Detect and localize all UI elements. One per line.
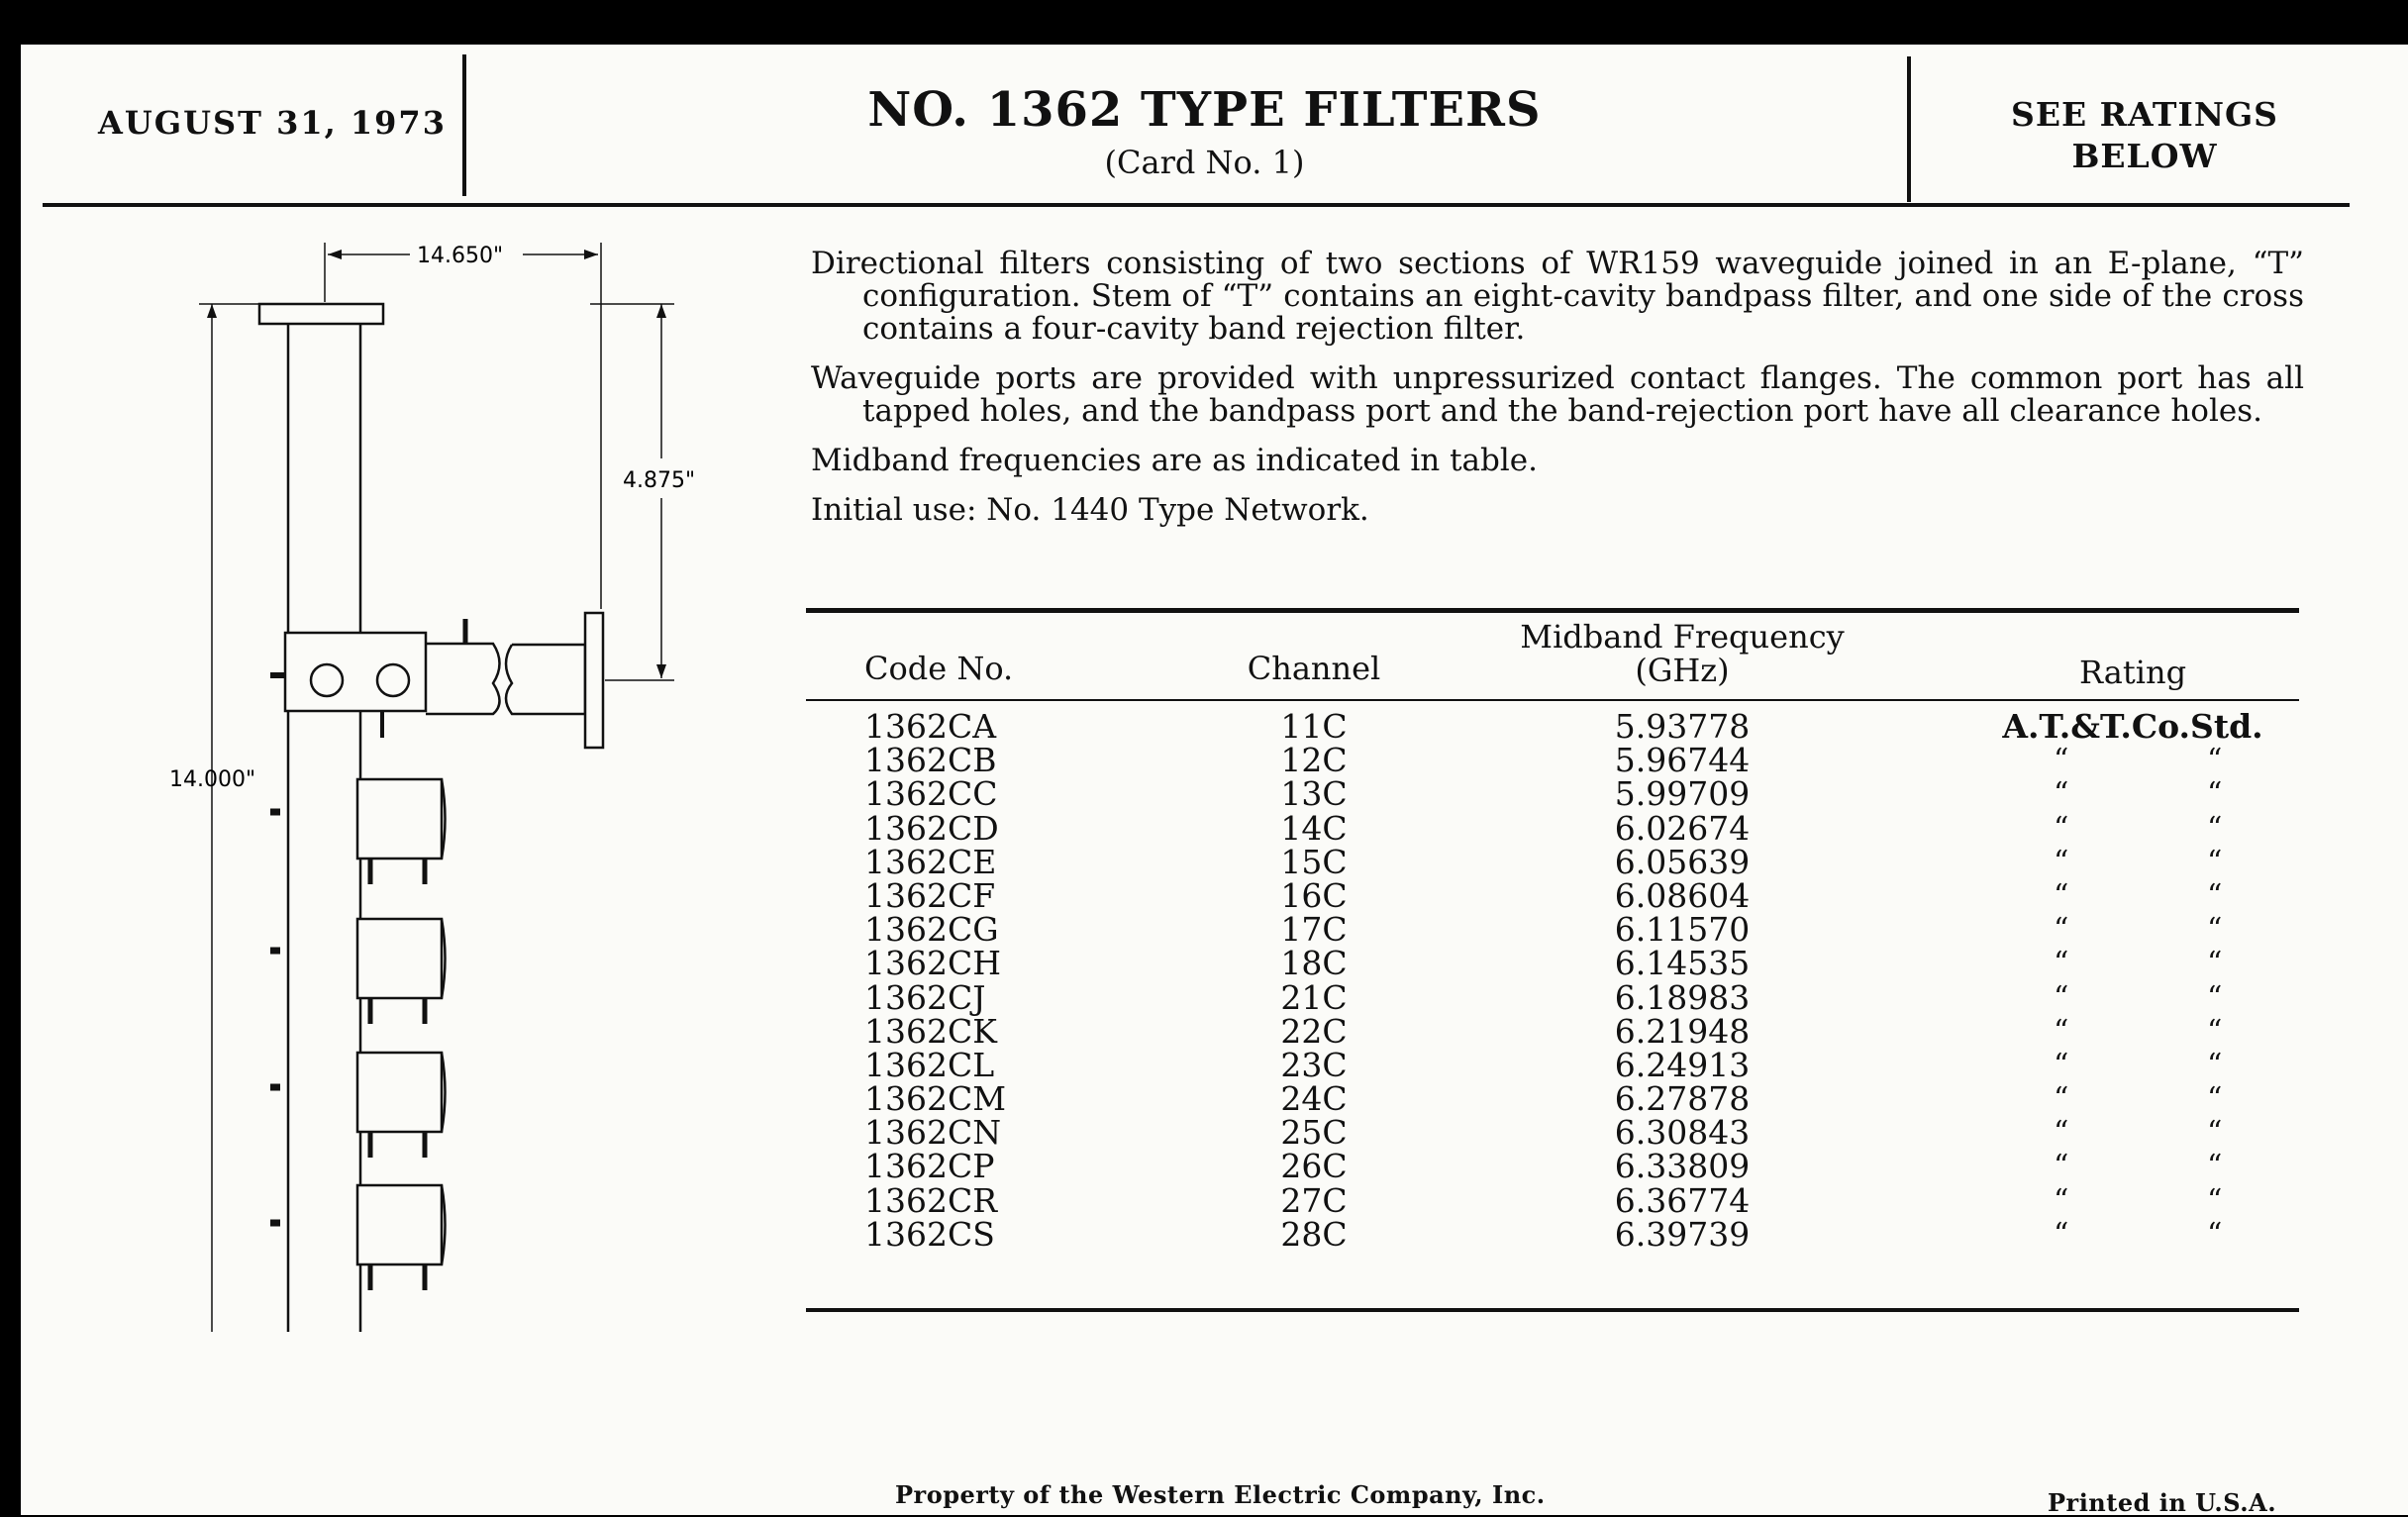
code-cell: 1362CG (864, 910, 999, 950)
rating-ditto-mark: “ (2054, 810, 2069, 846)
rating-ditto-mark: “ (2054, 1115, 2069, 1151)
width-dimension: 14.650" (417, 244, 504, 268)
rating-ditto-mark: “ (2207, 1115, 2223, 1151)
table-top-rule (806, 608, 2299, 613)
column-header-channel: Channel (1247, 650, 1381, 687)
description-paragraph-2: Waveguide ports are provided with unpressurized contact flanges. The common port has all tapped holes, and the bandpass port and the band-rejection port have all clearance holes. (811, 360, 2304, 429)
rating-ditto-mark: “ (2054, 1182, 2069, 1218)
table-row (806, 741, 2299, 780)
frequency-cell: 6.39739 (1614, 1214, 1751, 1254)
frequency-cell: 6.24913 (1614, 1045, 1751, 1084)
channel-cell: 27C (1280, 1180, 1348, 1220)
rating-ditto-mark: “ (2054, 1081, 2069, 1117)
footer-property: Property of the Western Electric Company, Inc. (895, 1480, 1546, 1509)
cavity-1 (270, 779, 446, 884)
channel-cell: 24C (1280, 1079, 1348, 1119)
table-row (806, 1113, 2299, 1153)
column-header-rating: Rating (2078, 654, 2187, 691)
filter-card (21, 45, 2408, 1515)
frequency-cell: 6.05639 (1614, 842, 1751, 881)
t-junction (285, 633, 426, 711)
rating-ditto-mark: “ (2054, 1216, 2069, 1252)
rating-ditto-mark: “ (2207, 1081, 2223, 1117)
table-row (806, 1180, 2299, 1220)
code-cell: 1362CC (864, 774, 998, 814)
rating-ditto-mark: “ (2207, 912, 2223, 948)
rating-ditto-mark: “ (2207, 946, 2223, 981)
channel-cell: 11C (1280, 707, 1348, 746)
table-row (806, 1079, 2299, 1119)
card-date: AUGUST 31, 1973 (98, 104, 447, 142)
code-cell: 1362CK (864, 1011, 997, 1051)
side-flange (585, 613, 603, 748)
header-divider-right (1907, 56, 1911, 202)
channel-cell: 21C (1280, 977, 1348, 1017)
table-row (806, 1011, 2299, 1051)
offset-dimension: 4.875" (623, 468, 696, 493)
frequency-cell: 6.30843 (1614, 1113, 1751, 1153)
rating-ditto-mark: “ (2207, 743, 2223, 778)
cavity-4 (270, 1185, 446, 1290)
channel-cell: 22C (1280, 1011, 1348, 1051)
top-flange (259, 304, 383, 324)
page-title: NO. 1362 TYPE FILTERS (867, 82, 1542, 138)
table-row (806, 944, 2299, 983)
channel-cell: 23C (1280, 1045, 1348, 1084)
side-arm-end (506, 645, 585, 714)
rating-ditto-mark: “ (2207, 810, 2223, 846)
code-cell: 1362CL (864, 1045, 995, 1084)
channel-cell: 12C (1280, 741, 1348, 780)
description-paragraph-4: Initial use: No. 1440 Type Network. (811, 492, 1369, 528)
rating-ditto-mark: “ (2207, 1216, 2223, 1252)
frequency-cell: 6.33809 (1614, 1147, 1751, 1186)
frequency-cell: 6.27878 (1614, 1079, 1751, 1119)
table-row (806, 808, 2299, 848)
column-header-frequency (1499, 620, 1865, 687)
table-row (806, 1147, 2299, 1186)
code-cell: 1362CF (864, 875, 996, 915)
rating-ditto-mark: “ (2054, 946, 2069, 981)
code-cell: 1362CA (864, 707, 997, 746)
table-row (806, 875, 2299, 915)
frequency-cell: 5.96744 (1614, 741, 1751, 780)
rating-ditto-mark: “ (2207, 979, 2223, 1015)
rating-ditto-mark: “ (2207, 877, 2223, 913)
frequency-cell: 5.99709 (1614, 774, 1751, 814)
channel-cell: 18C (1280, 944, 1348, 983)
channel-cell: 13C (1280, 774, 1348, 814)
frequency-cell: 5.93778 (1614, 707, 1751, 746)
height-dimension: 14.000" (169, 767, 256, 792)
table-bottom-rule (806, 1308, 2299, 1312)
table-row (806, 910, 2299, 950)
rating-ditto-mark: “ (2207, 1047, 2223, 1082)
filter-drawing (21, 45, 793, 1332)
rating-ditto-mark: “ (2054, 776, 2069, 812)
rating-ditto-mark: “ (2054, 979, 2069, 1015)
column-header-code: Code No. (864, 650, 1014, 687)
frequency-cell: 6.08604 (1614, 875, 1751, 915)
frequency-header-line-2: (GHz) (1635, 652, 1730, 689)
code-cell: 1362CM (864, 1079, 1007, 1119)
code-cell: 1362CN (864, 1113, 1002, 1153)
channel-cell: 16C (1280, 875, 1348, 915)
frequency-cell: 6.18983 (1614, 977, 1751, 1017)
rating-ditto-mark: “ (2207, 1149, 2223, 1184)
rating-ditto-mark: “ (2054, 1013, 2069, 1049)
rating-ditto-mark: “ (2207, 844, 2223, 879)
frequency-cell: 6.21948 (1614, 1011, 1751, 1051)
frequency-header-line-1: Midband Frequency (1520, 618, 1845, 656)
rating-ditto-mark: “ (2054, 1047, 2069, 1082)
rating-note-line-2: BELOW (2071, 137, 2218, 175)
table-row (806, 977, 2299, 1017)
cavity-3 (270, 1053, 446, 1158)
frequency-cell: 6.14535 (1614, 944, 1751, 983)
table-body (806, 707, 2299, 1254)
code-cell: 1362CP (864, 1147, 995, 1186)
frequency-cell: 6.11570 (1614, 910, 1751, 950)
table-row (806, 1045, 2299, 1084)
code-cell: 1362CJ (864, 977, 986, 1017)
rating-ditto-mark: “ (2054, 912, 2069, 948)
cavity-2 (270, 919, 446, 1024)
rating-note (1932, 94, 2358, 177)
rating-ditto-mark: “ (2054, 743, 2069, 778)
channel-cell: 14C (1280, 808, 1348, 848)
code-cell: 1362CE (864, 842, 997, 881)
table-row (806, 774, 2299, 814)
rating-ditto-mark: “ (2207, 776, 2223, 812)
table-row (806, 1214, 2299, 1254)
description (811, 248, 2304, 544)
rating-ditto-mark: “ (2207, 1013, 2223, 1049)
side-arm (426, 644, 500, 714)
rating-ditto-mark: “ (2054, 844, 2069, 879)
rating-note-line-1: SEE RATINGS (2010, 95, 2279, 134)
code-cell: 1362CB (864, 741, 997, 780)
frequency-cell: 6.36774 (1614, 1180, 1751, 1220)
rating-ditto-mark: “ (2054, 1149, 2069, 1184)
rating-ditto-mark: “ (2054, 877, 2069, 913)
rating-cell: A.T.&T.Co.Std. (2002, 707, 2263, 746)
footer-printed: Printed in U.S.A. (2048, 1488, 2277, 1517)
table-header-rule (806, 699, 2299, 701)
rating-ditto-mark: “ (2207, 1182, 2223, 1218)
channel-cell: 26C (1280, 1147, 1348, 1186)
table-row (806, 842, 2299, 881)
channel-cell: 15C (1280, 842, 1348, 881)
table-row (806, 707, 2299, 746)
code-cell: 1362CD (864, 808, 999, 848)
code-cell: 1362CH (864, 944, 1002, 983)
description-paragraph-1: Directional filters consisting of two sections of WR159 waveguide joined in an E-plane, “T” configuration. Stem of “T” contains an eight-cavity bandpass filter, and one side of the cross contains a four-cavity band rejection filter. (811, 246, 2304, 347)
card-number: (Card No. 1) (1104, 144, 1305, 181)
description-paragraph-3: Midband frequencies are as indicated in table. (811, 443, 1538, 478)
channel-cell: 17C (1280, 910, 1348, 950)
channel-cell: 25C (1280, 1113, 1348, 1153)
code-cell: 1362CR (864, 1180, 998, 1220)
channel-cell: 28C (1280, 1214, 1348, 1254)
frequency-cell: 6.02674 (1614, 808, 1751, 848)
code-cell: 1362CS (864, 1214, 995, 1254)
